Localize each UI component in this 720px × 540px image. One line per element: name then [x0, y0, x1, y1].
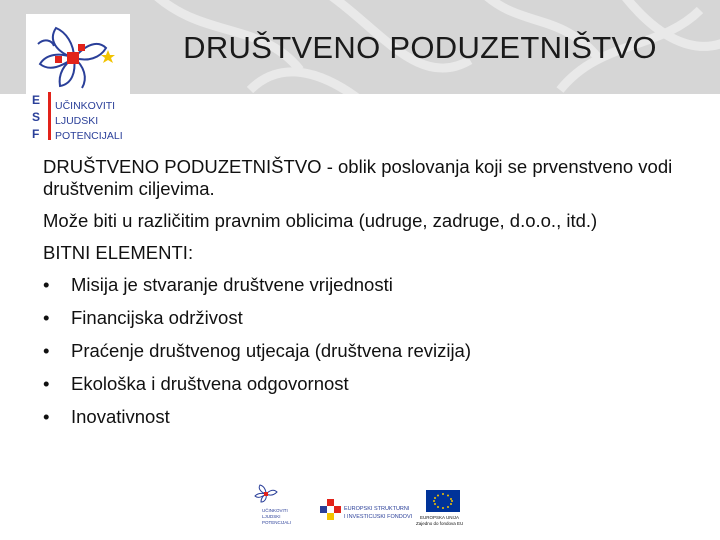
eu-flag-icon: [416, 490, 463, 526]
elements-heading: BITNI ELEMENTI:: [43, 242, 194, 263]
logo-line-3: POTENCIJALI: [55, 130, 123, 142]
esf-logo: [26, 14, 130, 142]
logo-letter-s: S: [32, 110, 41, 124]
list-item: [43, 274, 683, 307]
footer-logos-svg: [250, 484, 480, 530]
bullet-icon: •: [43, 340, 50, 361]
logo-letter-e: E: [32, 93, 41, 107]
logo-line-1: UČINKOVITI: [55, 100, 116, 112]
slide-body: [43, 156, 683, 439]
logo-letter-f: F: [32, 127, 40, 141]
footer-esf-line-1: UČINKOVITI: [262, 508, 288, 513]
definition-paragraph: [43, 156, 683, 200]
page-title: DRUŠTVENO PODUZETNIŠTVO: [183, 30, 657, 65]
list-item: [43, 373, 683, 406]
list-item-text: Ekološka i društvena odgovornost: [71, 373, 349, 394]
list-item: [43, 307, 683, 340]
eu-line-1: EUROPSKA UNIJA: [420, 515, 460, 520]
structural-funds-logo: [320, 499, 413, 520]
definition-term: DRUŠTVENO PODUZETNIŠTVO: [43, 156, 322, 177]
footer-esf-line-2: LJUDSKI: [262, 514, 281, 519]
elements-list: [43, 274, 683, 439]
bullet-icon: •: [43, 307, 50, 328]
definition-text: - oblik poslovanja koji se prvenstveno vodi društvenim ciljevima.: [43, 156, 673, 199]
list-item: [43, 406, 683, 439]
list-item-text: Praćenje društvenog utjecaja (društvena revizija): [71, 340, 472, 361]
footer-esf-line-3: POTENCIJALI: [262, 520, 292, 525]
forms-paragraph: Može biti u različitim pravnim oblicima (udruge, zadruge, d.o.o., itd.): [43, 210, 598, 231]
bullet-icon: •: [43, 406, 50, 427]
list-item-text: Misija je stvaranje društvene vrijednosti: [71, 274, 393, 295]
footer-logos: [250, 484, 480, 530]
bullet-icon: •: [43, 274, 50, 295]
list-item-text: Financijska održivost: [71, 307, 243, 328]
list-item-text: Inovativnost: [71, 406, 170, 427]
logo-line-2: LJUDSKI: [55, 115, 99, 127]
esf-small-logo: [255, 485, 291, 525]
pinwheel-icon: [26, 14, 130, 142]
funds-line-1: EUROPSKI STRUKTURNI: [344, 506, 410, 512]
bullet-icon: •: [43, 373, 50, 394]
list-item: [43, 340, 683, 373]
eu-line-2: Zajedno do fondova EU: [416, 521, 464, 526]
funds-line-2: I INVESTICIJSKI FONDOVI: [344, 514, 413, 520]
